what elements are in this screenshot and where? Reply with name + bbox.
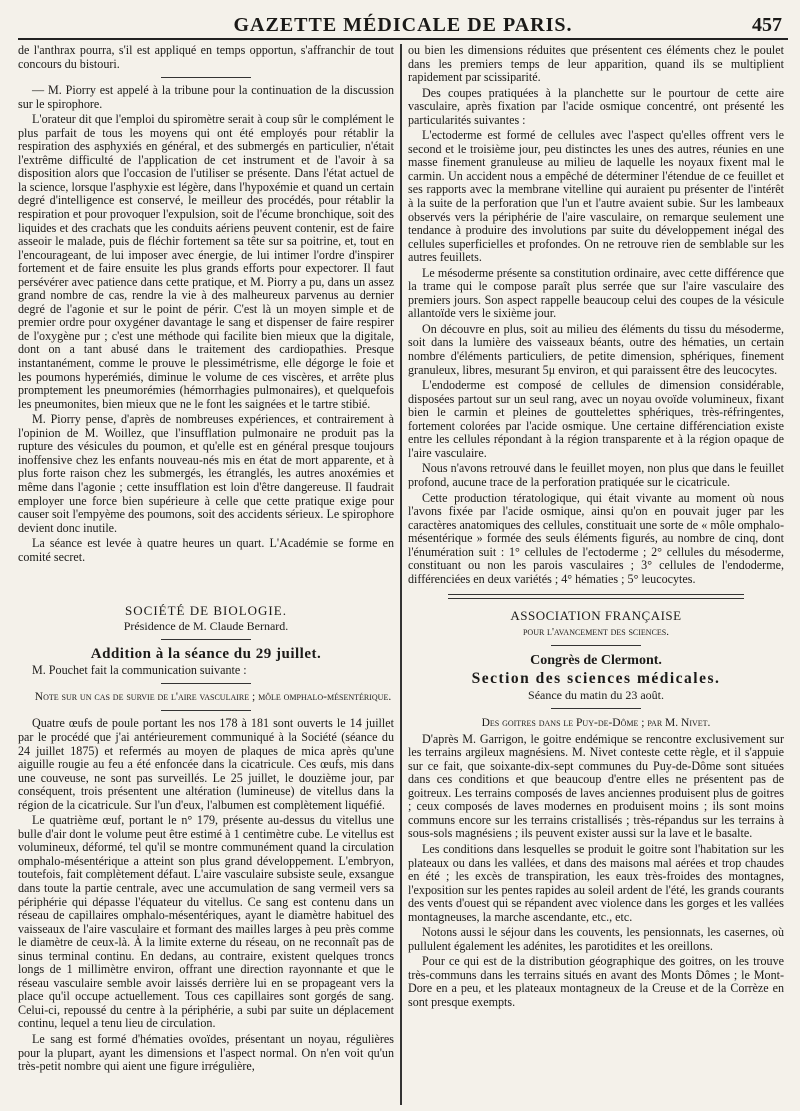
addition-heading: Addition à la séance du 29 juillet. [90,646,322,663]
association-subheading: pour l'avancement des sciences. [522,625,670,638]
double-rule [448,594,744,599]
paragraph: Le sang est formé d'hématies ovoïdes, présentant un noyau, régulières pour la plupart, ayant les dimensions et l'aspect normal. On n'en voit qu'un très-petit nombre qui aient une figure irrégulière, [18,1032,394,1074]
left-column [18,44,394,1105]
paragraph: L'ectoderme est formé de cellules avec l'aspect qu'elles offrent vers le second et le troisième jour, peu distinctes les unes des autres, réunies en une masse finement granuleuse au milieu de laquelle les noyaux fixent mal le carmin. Un accident nous a empêché de déterminer l'étendue de ce feuillet et ses rapports avec la membrane vitelline qui auraient pu présenter de l'intérêt à la suite de la perforation que l'un et l'autre avaient subie. Sur les lambeaux observés vers la périphérie de l'aire vasculaire, on remarque seulement une tendance à produire des involutions par suite du développement inégal des cellules superficielles et profondes. On ne retrouve rien de semblable sur les autres feuillets. [408,128,784,265]
journal-title: GAZETTE MÉDICALE DE PARIS. [233,14,573,36]
section-heading-society: SOCIÉTÉ DE BIOLOGIE. [125,603,287,619]
paragraph: de l'anthrax pourra, s'il est appliqué en temps opportun, s'affranchir de tout concours du bistouri. [18,44,394,71]
paragraph: Notons aussi le séjour dans les couvents, les pensionnats, les casernes, où pullulent également les adénites, les parotidites et les oreillons. [408,925,784,953]
paragraph: L'orateur dit que l'emploi du spiromètre serait à coup sûr le complément le plus parfait de tous les moyens qui ont été employés pour rétablir la respiration des asphyxiés en général, et des submergés en particulier, n'était l'extrême difficulté de l'application de cet instrument et de l'avoir à sa disposition alors que l'occasion de l'utiliser se présente. Dans l'état actuel de la science, lorsque l'asphyxie est légère, dans l'hypoxémie et quand un certain degré d'intelligence est conservé, le meilleur des procédés, pour rétablir la respiration et pour provoquer l'expulsion, soit de l'écume bronchique, soit des liquides et des crachats que les conduits aériens peuvent contenir, est de faire asseoir le malade, puis de fléchir fortement sa tête sur sa poitrine, et, tout en l'encourageant, de lui imposer avec énergie, de lui intimer l'ordre d'inspirer fortement et de faire ensuite les plus grands efforts pour expectorer. Il faut persévérer avec patience dans cette pratique, et M. Piorry a pu, dans un assez grand nombre de cas, rendre la vie à des malheureux parvenus au dernier degré de l'agonie et sur le point de périr. C'est là un moyen simple et de premier ordre pour oxygéner davantage le sang et dispenser de faire respirer de l'oxygène pur ; c'est une méthode qui facilite bien mieux que la digitale, dont on a tant abusé dans le traitement des cardiopathies. Presque instantanément, comme le prouve le plessimétrisme, elle dégorge le foie et les poumons hyperémiés, diminue le volume de ces viscères, et arrête plus promptement les pneumorémies (hémorrhagies pulmonaires), et quelquefois les pneumonites, bien mieux que ne le font les saignées et le tartre stibié. [18,112,394,411]
divider [161,639,251,640]
association-heading: ASSOCIATION FRANÇAISE [510,608,682,624]
paragraph: Le mésoderme présente sa constitution ordinaire, avec cette différence que la trame qui le compose paraît plus serrée que sur l'aire vasculaire des premiers jours. Son aspect rappelle beaucoup celui des coupes de la vésicule allantoïde vers le sixième jour. [408,265,784,321]
divider [551,708,641,709]
note-title: Note sur un cas de survie de l'aire vasculaire ; môle omphalo-mésentérique. [34,691,392,704]
paragraph: Des coupes pratiquées à la planchette sur le pourtour de cette aire vasculaire, après fixation par l'acide osmique concentré, ont présenté les particularités suivantes : [408,85,784,127]
presidency-line: Présidence de M. Claude Bernard. [123,618,289,633]
paragraph: Les conditions dans lesquelles se produit le goitre sont l'habitation sur les plateaux ou dans les vallées, et dans des maisons mal aérées et trop chaudes en été ; les excès de transpiration, les eaux très-froides des montagnes, l'exposition sur les pentes rapides au soleil ardent de l'été, les grands courants des vents d'ouest qui se répandent avec violence dans les gorges et les vallées montagneuses, la marche ascendante, etc., etc. [408,841,784,924]
two-column-body [18,44,788,1105]
article-title: Des goitres dans le Puy-de-Dôme ; par M. Nivet. [481,717,711,730]
seance-line: Séance du matin du 23 août. [528,687,664,702]
paragraph: — M. Piorry est appelé à la tribune pour la continuation de la discussion sur le spirophore. [18,83,394,111]
paragraph: Pour ce qui est de la distribution géographique des goitres, on les trouve très-communs dans les terrains situés en avant des Monts Dômes ; le Mont-Dore en a peu, et les plateaux montagneux de la Creuse et de la Corrèze en sont presque exempts. [408,954,784,1009]
paragraph: On découvre en plus, soit au milieu des éléments du tissu du mésoderme, soit dans la lumière des vaisseaux béants, outre des hématies, un certain nombre d'éléments particuliers, de petite dimension, sphériques, finement granuleux, libres, mesurant 5μ environ, et qui paraissent être des leucocytes. [408,321,784,377]
divider [161,683,251,684]
paragraph: ou bien les dimensions réduites que présentent ces éléments chez le poulet dans les premiers temps de leur apparition, quand ils se multiplient rapidement par scissiparité. [408,44,784,85]
column-rule [400,44,402,1105]
paragraph: D'après M. Garrigon, le goitre endémique se rencontre exclusivement sur les terrains argileux magnésiens. M. Nivet conteste cette règle, et il s'appuie sur ce fait, que soixante-dix-sept communes du Puy-de-Dôme sont situées dans ces conditions et que beaucoup d'entre elles ne présentent pas de goitreux. Les terrains composés de laves anciennes produisent plus de goitres ; ceux composés de laves modernes en produisent moins ; ils sont moins communs encore sur les terrains cristallisés ; très-répandus sur les terrains à sous-sols magnésiens ; ils peuvent exister aussi sur la lave et le basalte. [408,731,784,841]
divider [161,77,251,78]
paragraph: M. Piorry pense, d'après de nombreuses expériences, et contrairement à l'opinion de M. Woillez, que l'insufflation pulmonaire ne produit pas la rupture des vésicules du poumon, et qu'elle est en général presque toujours inoffensive chez les enfants nouveau-nés mis en état de mort apparente, et à plus forte raison chez les submergés, les étranglés, les autres anoxémies et même dans l'agonie ; cette insufflation est loin d'être dangereuse. Il faudrait employer une force bien supérieure à celle que cette pratique exige pour causer soit l'empyème des poumons, soit des accidents sérieux. Le spirophore devient donc inutile. [18,412,394,535]
congres-heading: Congrès de Clermont. [530,653,662,669]
page-header [18,10,788,40]
paragraph: Quatre œufs de poule portant les nos 178 à 181 sont ouverts le 14 juillet par le procédé que j'ai antérieurement communiqué à la Société (séance du 24 juillet 1875) et refermés au moyen de plaques de mica après qu'une aiguille rougie au feu a été enfoncée dans la cicatricule. Ces œufs, mis dans une couveuse, ne sont pas surveillés. Le 25 juillet, le douzième jour, par conséquent, trois présentent une altération (lumineuse) de vitellus dans la région de la cicatricule. Sur l'un d'eux, l'albumen est complètement liquéfié. [18,716,394,812]
paragraph: La séance est levée à quatre heures un quart. L'Académie se forme en comité secret. [18,536,394,564]
newspaper-page [18,10,788,1105]
divider [161,710,251,711]
section-heading: Section des sciences médicales. [471,669,721,687]
page-number: 457 [752,14,782,36]
paragraph: Nous n'avons retrouvé dans le feuillet moyen, non plus que dans le feuillet profond, aucune trace de la perforation pratiquée sur le cicatricule. [408,461,784,489]
right-column [408,44,784,1105]
paragraph: Le quatrième œuf, portant le n° 179, présente au-dessus du vitellus une bulle d'air dont le volume peut être estimé à 1 centimètre cube. Le vitellus est volumineux, déformé, tel qu'il se montre communément quand la circulation omphalo-mésentérique a atteint son plus grand développement. L'embryon, toutefois, fait complètement défaut. L'aire vasculaire subsiste seule, exsangue dans toute la partie centrale, avec une accumulation de sang vermeil vers sa périphérie qui dépasse l'équateur du vitellus. Ce sang est contenu dans un réseau de capillaires omphalo-mésentériques, ayant le diamètre habituel des vaisseaux de l'aire vasculaire et formant des mailles larges à peu près comme le diamètre de ceux-là. À la limite externe du réseau, on ne reconnaît pas de sinus terminal continu. En dedans, au contraire, existent quelques troncs longs de 1 millimètre environ, offrant une direction rayonnante et que le réseau vasculaire semble avoir laissés derrière lui en se propageant vers la place qu'il occupe actuellement. Tous ces capillaires sont gorgés de sang. Celui-ci, repoussé du centre à la périphérie, a subi par suite un déplacement continu, lequel a tenu lieu de circulation. [18,813,394,1031]
divider [551,645,641,646]
paragraph: L'endoderme est composé de cellules de dimension considérable, disposées partout sur un seul rang, avec un noyau ovoïde volumineux, fixant bien le carmin et pleines de gouttelettes sphériques, très-réfringentes, fortement colorées par l'acide osmique. Une certaine différenciation existe entre les cellules répondant à la région transparente et à la région opaque de l'aire vasculaire. [408,378,784,460]
paragraph: Cette production tératologique, qui était vivante au moment où nous l'avons fixée par l'acide osmique, ainsi qu'on en pouvait juger par les caractères anatomiques des cellules, constituait une sorte de « môle omphalo-mésentérique » formée des seuls éléments figurés, au nombre de cinq, dont l'énumération suit : 1° cellules de l'ectoderme ; 2° cellules du mésoderme, constituant ou non les parois vasculaires ; 3° cellules de l'endoderme, différenciées en deux variétés ; 4° hématies ; 5° leucocytes. [408,490,784,586]
paragraph: M. Pouchet fait la communication suivante : [32,662,247,677]
